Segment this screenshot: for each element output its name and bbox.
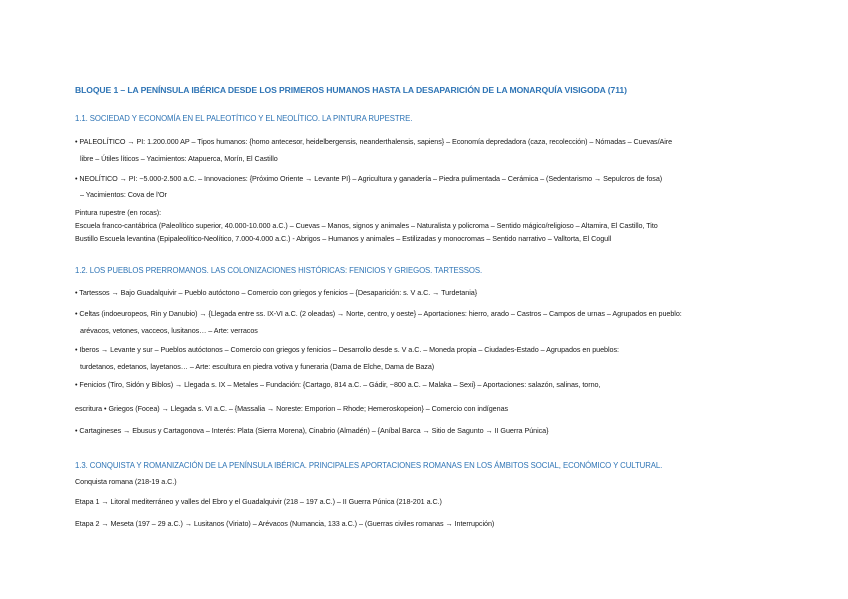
paleolitico-text: • PALEOLÍTICO → PI: 1.200.000 AP – Tipos humanos: {homo antecesor, heidelbergensis, neanderthalensis, sapiens} – Economía depredadora (caza, recolección) – Nómadas – Cuevas/Aire: [75, 137, 673, 146]
celtas-text: • Celtas (indoeuropeos, Rin y Danubio) → {Llegada entre ss. IX-VI a.C. (2 oleadas) → Norte, centro, y oeste} – Aportaciones: hierro, arado – Castros – Campos de urnas – Agrupados en pueblo:: [75, 309, 682, 318]
iberos-text-cont: turdetanos, edetanos, layetanos… – Arte: escultura en piedra votiva y funeraria (Dama de Elche, Dama de Baza): [80, 362, 435, 371]
pintura-text: Escuela franco-cantábrica (Paleolítico superior, 40.000-10.000 a.C.) – Cuevas – Manos, signos y animales – Naturalista y policroma – Sentido mágico/religioso – Altamira, El Castillo, Tito: [75, 221, 658, 230]
pintura-text-cont: Bustillo Escuela levantina (Epipaleolítico-Neolítico, 7.000-4.000 a.C.) - Abrigos – Humanos y animales – Estilizadas y monocromas – Sentido narrativo – Valltorta, El Cogull: [75, 234, 612, 243]
griegos-text: escritura • Griegos (Focea) → Llegada s. VI a.C. – {Massalia → Noreste: Emporion – Rhode; Hemeroskopeion} – Comercio con indígenas: [75, 404, 509, 413]
etapa-1-text: Etapa 1 → Litoral mediterráneo y valles del Ebro y el Guadalquivir (218 – 197 a.C.) – II Guerra Púnica (218-201 a.C.): [75, 497, 442, 506]
fenicios-text: • Fenicios (Tiro, Sidón y Biblos) → Llegada s. IX – Metales – Fundación: {Cartago, 814 a.C. – Gádir, ~800 a.C. – Malaka – Sexi} – Aportaciones: salazón, salinas, torno,: [75, 380, 601, 389]
neolitico-text: • NEOLÍTICO → PI: ~5.000-2.500 a.C. – Innovaciones: {Próximo Oriente → Levante PI} – Agricultura y ganadería – Piedra pulimentada – Cerámica – (Sedentarismo → Sepulcros de fosa): [75, 174, 663, 183]
celtas-text-cont: arévacos, vetones, vacceos, lusitanos… – Arte: verracos: [80, 326, 258, 335]
tartessos-text: • Tartessos → Bajo Guadalquivir – Pueblo autóctono – Comercio con griegos y fenicios – {Desaparición: s. V a.C. → Turdetania}: [75, 288, 478, 297]
iberos-text: • Iberos → Levante y sur – Pueblos autóctonos – Comercio con griegos y fenicios – Desarrollo desde s. V a.C. – Moneda propia – Ciudades-Estado – Agrupados en pueblos:: [75, 345, 619, 354]
cartagineses-text: • Cartagineses → Ebusus y Cartagonova – Interés: Plata (Sierra Morena), Cinabrio (Almadén) – {Aníbal Barca → Sitio de Sagunto → II Guerra Púnica}: [75, 426, 549, 435]
section-heading-1-2: 1.2. LOS PUEBLOS PRERROMANOS. LAS COLONIZACIONES HISTÓRICAS: FENICIOS Y GRIEGOS. TARTESSOS.: [75, 266, 483, 275]
section-heading-1-1: 1.1. SOCIEDAD Y ECONOMÍA EN EL PALEOTÍTICO Y EL NEOLÍTICO. LA PINTURA RUPESTRE.: [75, 114, 413, 123]
etapa-2-text: Etapa 2 → Meseta (197 – 29 a.C.) → Lusitanos (Viriato) – Arévacos (Numancia, 133 a.C.) – (Guerras civiles romanas → Interrupción): [75, 519, 495, 528]
paleolitico-text-cont: libre – Útiles líticos – Yacimientos: Atapuerca, Morín, El Castillo: [80, 154, 278, 163]
pintura-label: Pintura rupestre (en rocas):: [75, 208, 162, 217]
neolitico-text-cont: – Yacimientos: Cova de l'Or: [80, 190, 167, 199]
conquista-label: Conquista romana (218-19 a.C.): [75, 477, 177, 486]
document-title: BLOQUE 1 – LA PENÍNSULA IBÉRICA DESDE LOS PRIMEROS HUMANOS HASTA LA DESAPARICIÓN DE LA MONARQUÍA VISIGODA (711): [75, 85, 627, 95]
section-heading-1-3: 1.3. CONQUISTA Y ROMANIZACIÓN DE LA PENÍNSULA IBÉRICA. PRINCIPALES APORTACIONES ROMANAS EN LOS ÁMBITOS SOCIAL, ECONÓMICO Y CULTURAL.: [75, 461, 663, 470]
